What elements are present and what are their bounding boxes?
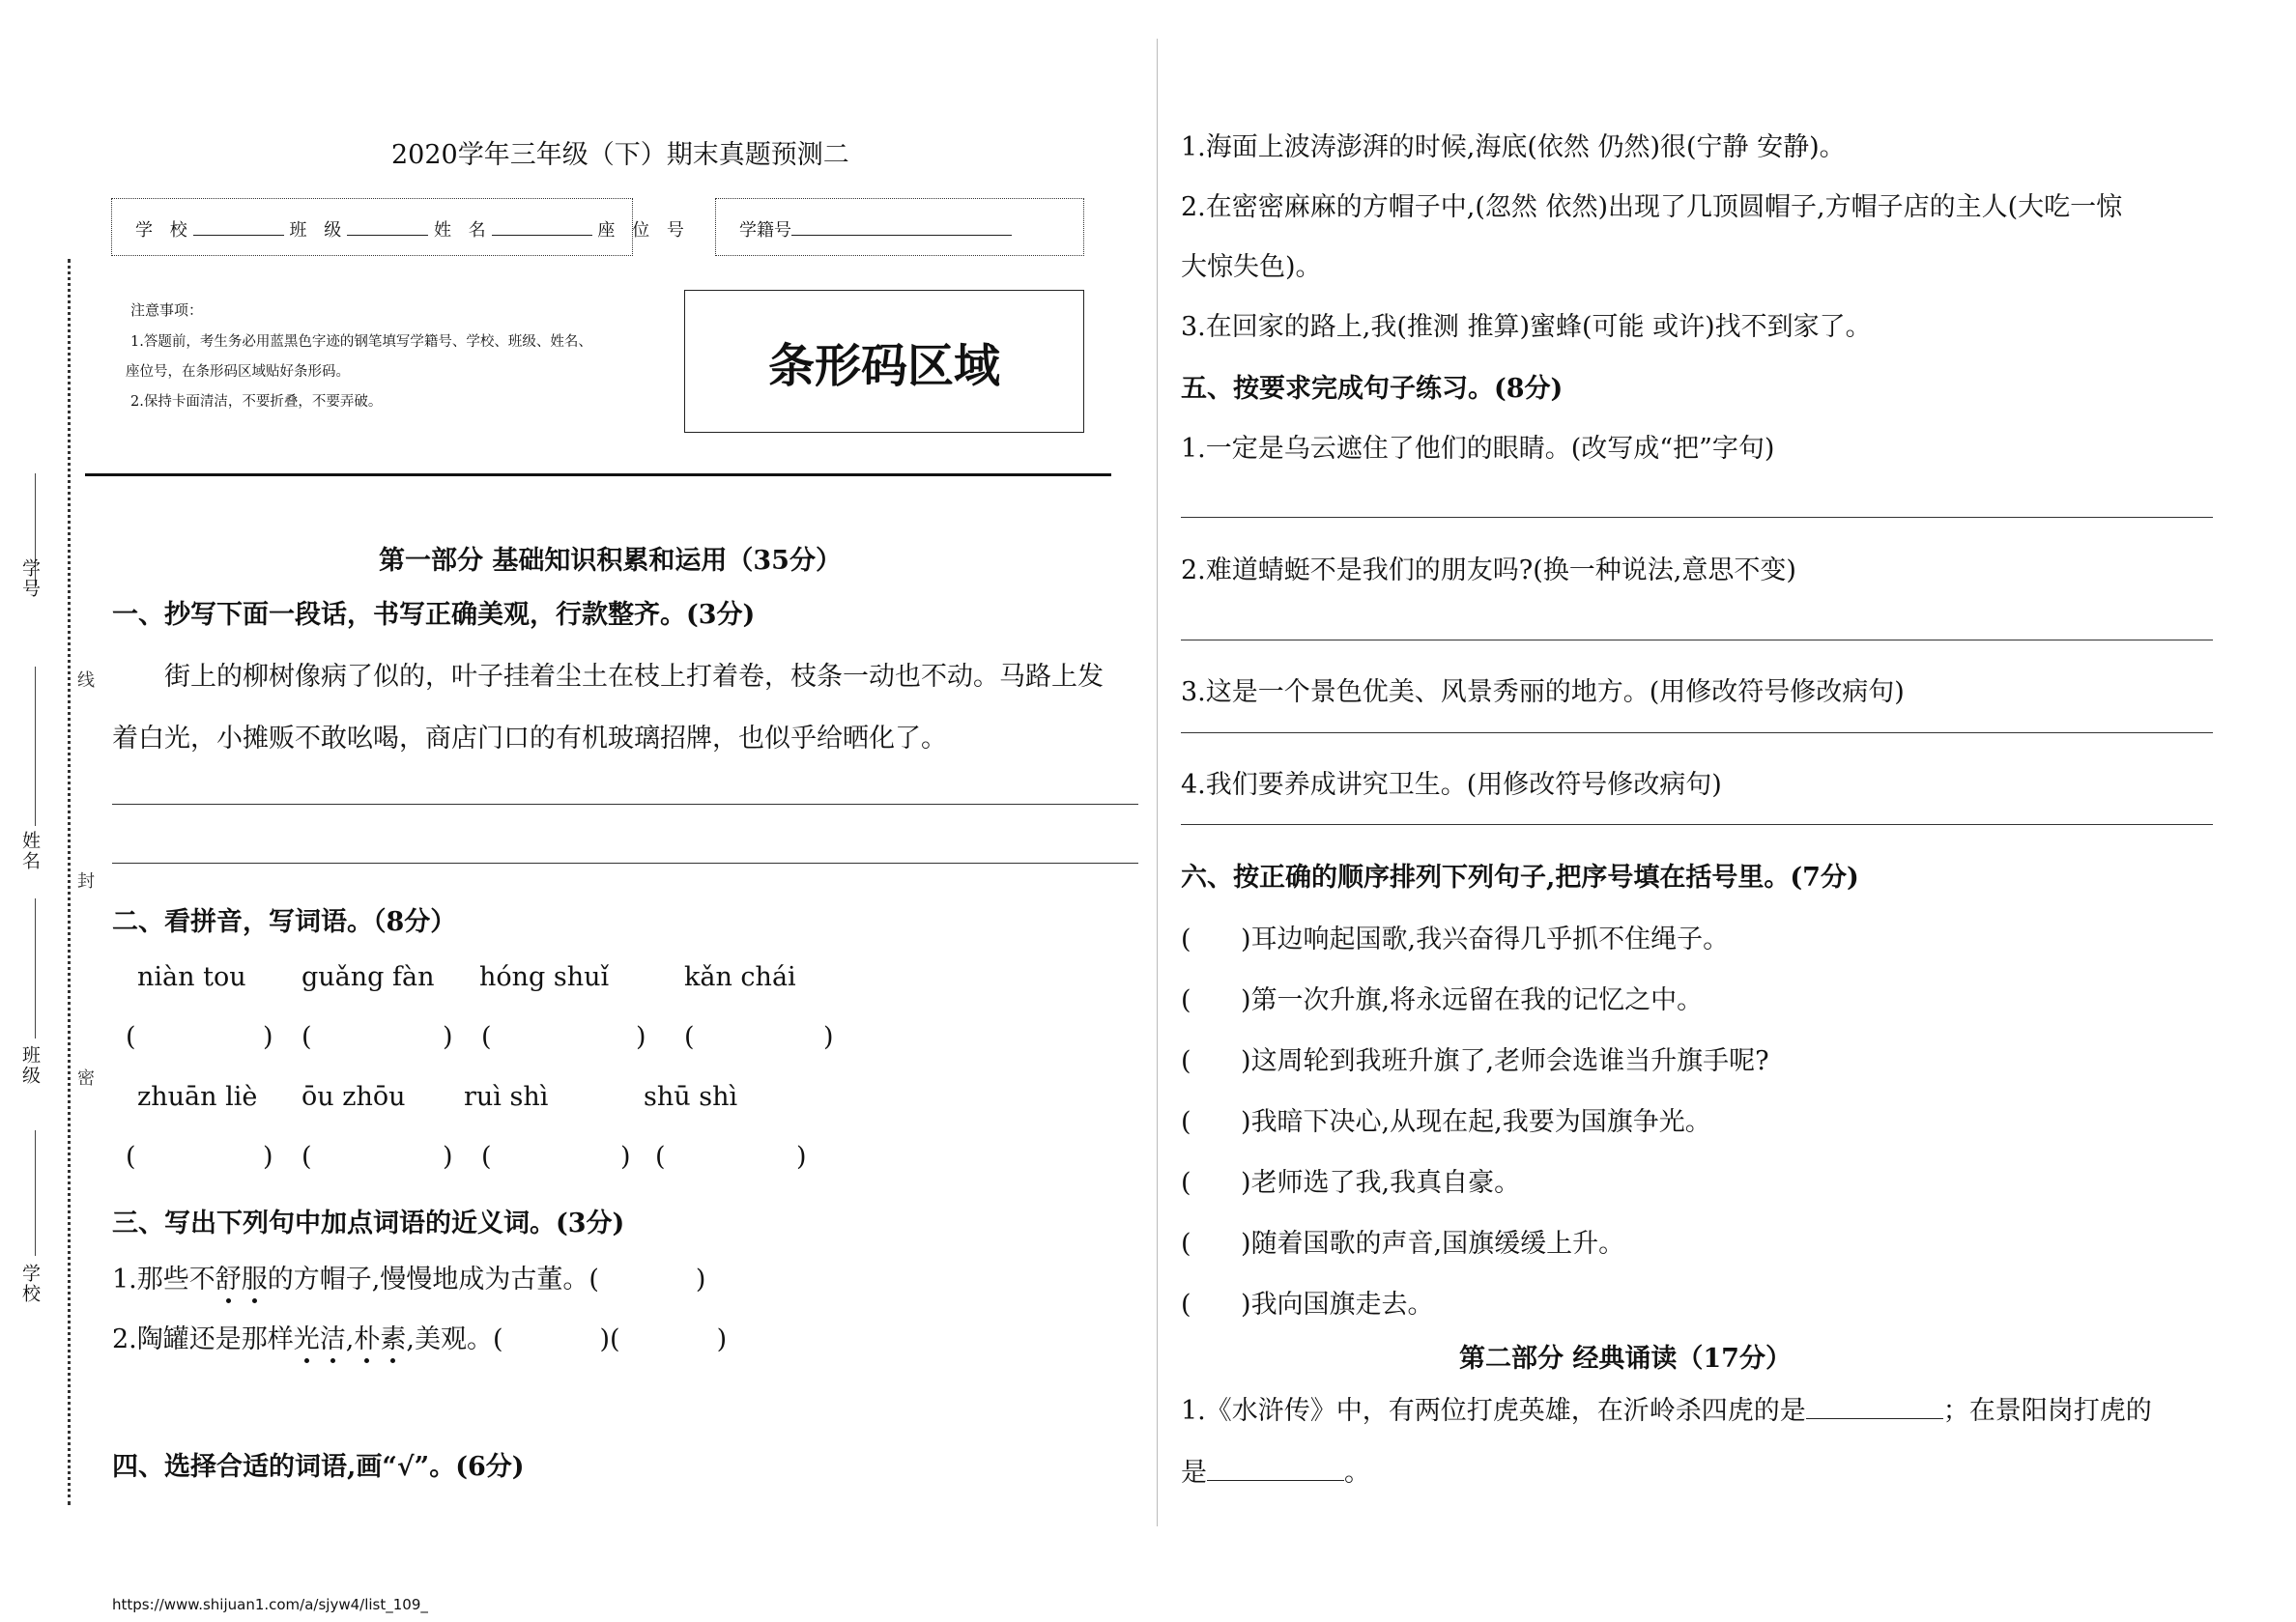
part2-blank-2[interactable]	[1207, 1480, 1344, 1481]
q6-row: ( )第一次升旗,将永远留在我的记忆之中。	[1181, 985, 1704, 1015]
q4-item[interactable]: 大惊失色)。	[1181, 252, 1322, 282]
dotted-char: 朴	[354, 1324, 381, 1354]
q1-heading: 一、抄写下面一段话，书写正确美观，行款整齐。(3分)	[112, 600, 756, 630]
q6-row: ( )耳边响起国歌,我兴奋得几乎抓不住绳子。	[1181, 925, 1730, 954]
pinyin-item: hóng shuǐ	[479, 962, 610, 992]
exam-title: 2020学年三年级（下）期末真题预测二	[391, 140, 849, 170]
dotted-char: 舒	[215, 1265, 242, 1295]
q3-sentence-2: 2.陶罐还是那样光洁,朴素,美观。( )( )	[112, 1324, 728, 1354]
q1-passage-line: 街上的柳树像病了似的，叶子挂着尘土在枝上打着卷，枝条一动也不动。马路上发	[164, 662, 1104, 692]
name-blank[interactable]	[492, 235, 592, 236]
part2-q1-line: 1.《水浒传》中，有两位打虎英雄，在沂岭杀四虎的是 ；在景阳岗打虎的	[1181, 1396, 2152, 1426]
q6-heading: 六、按正确的顺序排列下列句子,把序号填在括号里。(7分)	[1181, 863, 1859, 893]
school-label: 学 校	[135, 220, 193, 241]
q4-item[interactable]: 3.在回家的路上,我(推测 推算)蜜蜂(可能 或许)找不到家了。	[1181, 312, 1872, 342]
answer-paren[interactable]: )	[263, 1142, 273, 1172]
margin-label-student-id: 学号	[19, 558, 41, 599]
name-write-line[interactable]	[35, 667, 36, 826]
cut-mark-secret: 密	[74, 1068, 95, 1086]
q1-write-line[interactable]	[112, 863, 1138, 864]
answer-paren[interactable]: (	[481, 1022, 492, 1052]
pinyin-item: kǎn chái	[684, 962, 796, 992]
order-paren[interactable]: ( )	[1181, 985, 1251, 1015]
q5-item: 4.我们要养成讲究卫生。(用修改符号修改病句)	[1181, 770, 1722, 800]
header-divider	[85, 473, 1111, 476]
answer-paren[interactable]: )	[823, 1022, 834, 1052]
class-blank[interactable]	[347, 235, 428, 236]
dotted-char: 洁	[319, 1324, 346, 1354]
answer-paren[interactable]: )	[263, 1022, 273, 1052]
answer-paren[interactable]: )	[443, 1022, 453, 1052]
student-id-box	[715, 198, 1084, 256]
q6-row: ( )老师选了我,我真自豪。	[1181, 1168, 1521, 1198]
part2-q1-line: 是 。	[1181, 1458, 1370, 1488]
pinyin-item: guǎng fàn	[301, 962, 435, 992]
margin-label-name: 姓名	[19, 831, 41, 871]
answer-paren[interactable]: )	[636, 1022, 646, 1052]
margin-label-class: 班级	[19, 1045, 41, 1086]
barcode-area: 条形码区域	[684, 290, 1084, 433]
dotted-char: 服	[241, 1265, 268, 1295]
answer-paren[interactable]: (	[126, 1022, 136, 1052]
q5-item: 2.难道蜻蜓不是我们的朋友吗?(换一种说法,意思不变)	[1181, 555, 1796, 585]
student-info-box	[111, 198, 690, 256]
q6-row: ( )这周轮到我班升旗了,老师会选谁当升旗手呢?	[1181, 1046, 1769, 1076]
school-write-line[interactable]	[35, 1130, 36, 1256]
order-paren[interactable]: ( )	[1181, 1046, 1251, 1076]
q4-item[interactable]: 2.在密密麻麻的方帽子中,(忽然 依然)出现了几顶圆帽子,方帽子店的主人(大吃一惊	[1181, 192, 2123, 222]
answer-paren[interactable]: (	[481, 1142, 492, 1172]
answer-paren[interactable]: (	[655, 1142, 666, 1172]
pinyin-item: ōu zhōu	[301, 1082, 406, 1112]
part2-blank-1[interactable]	[1806, 1418, 1943, 1419]
answer-paren[interactable]: (	[301, 1022, 312, 1052]
student-id-blank[interactable]	[791, 235, 1012, 236]
notice-item: 2.保持卡面清洁，不要折叠，不要弄破。	[130, 394, 383, 410]
margin-label-school: 学校	[19, 1264, 41, 1304]
cut-mark-line: 线	[74, 670, 95, 688]
student-id-label: 学籍号	[739, 220, 791, 241]
q5-heading: 五、按要求完成句子练习。(8分)	[1181, 374, 1564, 404]
order-paren[interactable]: ( )	[1181, 1229, 1251, 1259]
order-paren[interactable]: ( )	[1181, 1107, 1251, 1137]
q1-passage-line: 着白光，小摊贩不敢吆喝，商店门口的有机玻璃招牌，也似乎给晒化了。	[112, 724, 947, 754]
answer-paren[interactable]: (	[684, 1022, 695, 1052]
q6-row: ( )我暗下决心,从现在起,我要为国旗争光。	[1181, 1107, 1711, 1137]
notice-item: 1.答题前，考生务必用蓝黑色字迹的钢笔填写学籍号、学校、班级、姓名、	[130, 334, 592, 350]
pinyin-item: niàn tou	[137, 962, 246, 992]
q5-answer-line[interactable]	[1181, 732, 2213, 733]
pinyin-item: ruì shì	[464, 1082, 549, 1112]
part2-title: 第二部分 经典诵读（17分）	[1459, 1344, 1792, 1374]
name-label: 姓 名	[433, 220, 492, 241]
q4-heading: 四、选择合适的词语,画“√”。(6分)	[112, 1452, 525, 1482]
notice-heading: 注意事项：	[130, 301, 204, 319]
column-divider	[1157, 39, 1158, 1526]
school-blank[interactable]	[193, 235, 284, 236]
pinyin-item: shū shì	[644, 1082, 738, 1112]
part1-title: 第一部分 基础知识积累和运用（35分）	[379, 546, 842, 576]
class-label: 班 级	[289, 220, 348, 241]
cut-mark-seal: 封	[74, 871, 95, 889]
binding-dotted-line	[68, 259, 71, 1505]
answer-paren[interactable]: )	[620, 1142, 631, 1172]
dotted-char: 素	[380, 1324, 407, 1354]
q1-write-line[interactable]	[112, 804, 1138, 805]
q5-answer-line[interactable]	[1181, 824, 2213, 825]
order-paren[interactable]: ( )	[1181, 1290, 1251, 1320]
answer-paren[interactable]: )	[796, 1142, 807, 1172]
q3-sentence-1: 1.那些不舒服的方帽子,慢慢地成为古董。( )	[112, 1265, 706, 1295]
seat-label: 座 位 号	[597, 220, 690, 241]
q2-heading: 二、看拼音，写词语。（8分）	[112, 907, 457, 937]
class-write-line[interactable]	[35, 898, 36, 1039]
answer-paren[interactable]: )	[443, 1142, 453, 1172]
q4-item[interactable]: 1.海面上波涛澎湃的时候,海底(依然 仍然)很(宁静 安静)。	[1181, 132, 1846, 162]
order-paren[interactable]: ( )	[1181, 925, 1251, 954]
q5-item: 3.这是一个景色优美、风景秀丽的地方。(用修改符号修改病句)	[1181, 677, 1905, 707]
q6-row: ( )我向国旗走去。	[1181, 1290, 1434, 1320]
order-paren[interactable]: ( )	[1181, 1168, 1251, 1198]
notice-item: 座位号，在条形码区域贴好条形码。	[126, 364, 350, 380]
q5-answer-line[interactable]	[1181, 517, 2213, 518]
footer-url[interactable]: https://www.shijuan1.com/a/sjyw4/list_109_	[112, 1596, 428, 1613]
q3-heading: 三、写出下列句中加点词语的近义词。(3分)	[112, 1209, 625, 1238]
answer-paren[interactable]: (	[126, 1142, 136, 1172]
q6-row: ( )随着国歌的声音,国旗缓缓上升。	[1181, 1229, 1625, 1259]
answer-paren[interactable]: (	[301, 1142, 312, 1172]
pinyin-item: zhuān liè	[137, 1082, 258, 1112]
q5-item: 1.一定是乌云遮住了他们的眼睛。(改写成“把”字句)	[1181, 434, 1775, 464]
dotted-char: 光	[293, 1324, 320, 1354]
